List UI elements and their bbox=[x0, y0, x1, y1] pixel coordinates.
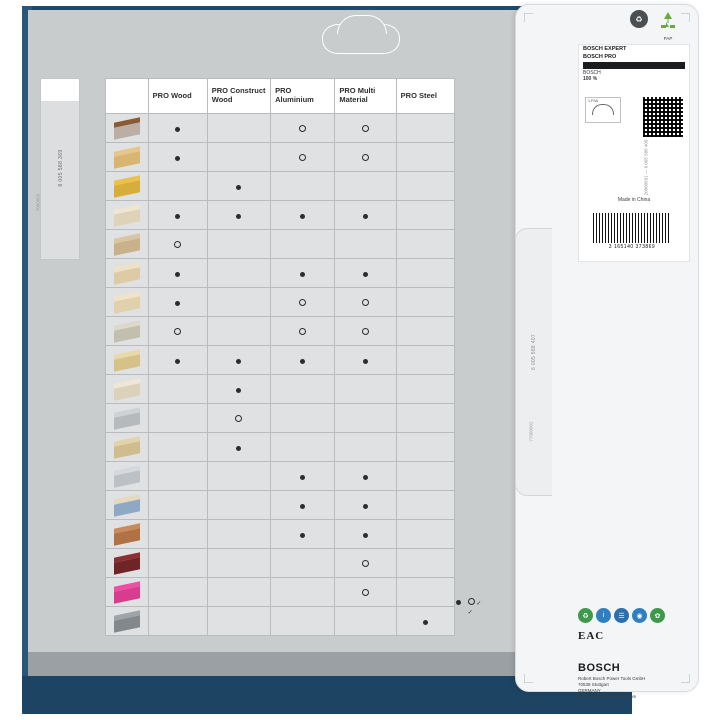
book-round-icon: ☰ bbox=[614, 608, 629, 623]
cell-chipboard-col2 bbox=[207, 259, 270, 288]
cell-veneered-board-col3 bbox=[271, 346, 335, 375]
cell-coated-panel-col1 bbox=[148, 317, 207, 346]
side-label-strip bbox=[40, 78, 80, 260]
cell-plywood-col5 bbox=[396, 288, 454, 317]
table-header-pro-steel: PRO Steel bbox=[396, 79, 454, 114]
table-header-row bbox=[106, 79, 455, 114]
cell-steel-sheet-col3 bbox=[271, 607, 335, 636]
table-header-pro-aluminium: PRO Aluminium bbox=[271, 79, 335, 114]
cell-solid-surface-col2 bbox=[207, 549, 270, 578]
cell-copper-sheet-col4 bbox=[335, 520, 396, 549]
qr-code bbox=[643, 97, 683, 137]
cell-copper-sheet-col2 bbox=[207, 520, 270, 549]
side-label-white-area bbox=[41, 79, 79, 101]
company-country: GERMANY bbox=[578, 688, 601, 693]
cell-copper-sheet-col1 bbox=[148, 520, 207, 549]
cell-laminate-floor-col2 bbox=[207, 230, 270, 259]
table-row bbox=[106, 520, 455, 549]
product-label-card bbox=[578, 44, 690, 262]
eac-mark: EAC bbox=[578, 630, 605, 642]
pap-label: PAP bbox=[663, 36, 673, 41]
cell-plywood-col1 bbox=[148, 288, 207, 317]
table-row bbox=[106, 375, 455, 404]
table-body bbox=[106, 114, 455, 636]
cell-mdf-board-col2 bbox=[207, 201, 270, 230]
table-header-pro-construct-wood: PRO Construct Wood bbox=[207, 79, 270, 114]
cell-acrylic-sheet-col1 bbox=[148, 578, 207, 607]
cell-pallet-wood-col5 bbox=[396, 433, 454, 462]
cell-osb-board-col1 bbox=[148, 172, 207, 201]
cell-composite-panel-col1 bbox=[148, 491, 207, 520]
table-row bbox=[106, 491, 455, 520]
certification-icon-row bbox=[578, 608, 665, 623]
cell-coated-panel-col3 bbox=[271, 317, 335, 346]
material-icon-osb-board bbox=[106, 172, 149, 201]
table-header-pro-wood: PRO Wood bbox=[148, 79, 207, 114]
cell-plywood-col4 bbox=[335, 288, 396, 317]
cell-solid-surface-col1 bbox=[148, 549, 207, 578]
cell-osb-board-col4 bbox=[335, 172, 396, 201]
cell-osb-board-col5 bbox=[396, 172, 454, 201]
cell-steel-sheet-col4 bbox=[335, 607, 396, 636]
cell-mdf-board-col1 bbox=[148, 201, 207, 230]
table-row bbox=[106, 346, 455, 375]
material-icon-solid-surface bbox=[106, 549, 149, 578]
energy-gauge-arc bbox=[592, 104, 614, 115]
cell-mdf-board-col5 bbox=[396, 201, 454, 230]
cell-aluminium-profile-col3 bbox=[271, 462, 335, 491]
cell-hardwood-col4 bbox=[335, 114, 396, 143]
cell-timber-planks-col1 bbox=[148, 375, 207, 404]
company-name: Robert Bosch Power Tools GmbH bbox=[578, 676, 646, 681]
corner-mark-bottom-left bbox=[524, 674, 533, 683]
cell-pallet-wood-col1 bbox=[148, 433, 207, 462]
cell-nailed-wood-col2 bbox=[207, 404, 270, 433]
material-icon-mdf-board bbox=[106, 201, 149, 230]
cell-acrylic-sheet-col5 bbox=[396, 578, 454, 607]
cell-timber-planks-col4 bbox=[335, 375, 396, 404]
corner-mark-top-right bbox=[681, 13, 690, 22]
energy-gauge-box bbox=[585, 97, 621, 123]
cell-chipboard-col5 bbox=[396, 259, 454, 288]
cell-timber-planks-col5 bbox=[396, 375, 454, 404]
cell-nailed-wood-col5 bbox=[396, 404, 454, 433]
cell-acrylic-sheet-col2 bbox=[207, 578, 270, 607]
cell-pallet-wood-col2 bbox=[207, 433, 270, 462]
card-vertical-code: 7000059 bbox=[35, 193, 41, 212]
cell-chipboard-col1 bbox=[148, 259, 207, 288]
cell-solid-surface-col5 bbox=[396, 549, 454, 578]
material-icon-plywood bbox=[106, 288, 149, 317]
cell-laminate-floor-col5 bbox=[396, 230, 454, 259]
material-icon-aluminium-profile bbox=[106, 462, 149, 491]
cell-pallet-wood-col4 bbox=[335, 433, 396, 462]
cell-hardwood-col5 bbox=[396, 114, 454, 143]
green-dot-icon bbox=[658, 10, 678, 41]
cell-mdf-board-col4 bbox=[335, 201, 396, 230]
recycle-round-icon: ♻ bbox=[578, 608, 593, 623]
cell-plywood-col2 bbox=[207, 288, 270, 317]
cell-softwood-col1 bbox=[148, 143, 207, 172]
energy-gauge-title: 1 FSA bbox=[588, 99, 598, 103]
cell-plywood-col3 bbox=[271, 288, 335, 317]
material-icon-timber-planks bbox=[106, 375, 149, 404]
table-row bbox=[106, 404, 455, 433]
cell-steel-sheet-col5 bbox=[396, 607, 454, 636]
material-icon-composite-panel bbox=[106, 491, 149, 520]
barcode bbox=[593, 213, 669, 243]
table-row bbox=[106, 201, 455, 230]
cell-softwood-col2 bbox=[207, 143, 270, 172]
cell-laminate-floor-col4 bbox=[335, 230, 396, 259]
corner-mark-bottom-right bbox=[681, 674, 690, 683]
cell-aluminium-profile-col5 bbox=[396, 462, 454, 491]
material-icon-nailed-wood bbox=[106, 404, 149, 433]
cell-hardwood-col2 bbox=[207, 114, 270, 143]
material-icon-chipboard bbox=[106, 259, 149, 288]
table-row bbox=[106, 114, 455, 143]
cell-veneered-board-col2 bbox=[207, 346, 270, 375]
cell-timber-planks-col3 bbox=[271, 375, 335, 404]
cell-composite-panel-col4 bbox=[335, 491, 396, 520]
material-icon-copper-sheet bbox=[106, 520, 149, 549]
cell-steel-sheet-col1 bbox=[148, 607, 207, 636]
material-icon-softwood bbox=[106, 143, 149, 172]
cell-pallet-wood-col3 bbox=[271, 433, 335, 462]
cell-nailed-wood-col4 bbox=[335, 404, 396, 433]
sleeve-code-text-2: 77080002 bbox=[528, 421, 534, 442]
sleeve-code-text: 6 005 588 407 bbox=[531, 334, 537, 370]
material-icon-steel-sheet bbox=[106, 607, 149, 636]
cell-laminate-floor-col1 bbox=[148, 230, 207, 259]
table-header-material bbox=[106, 79, 149, 114]
cell-solid-surface-col4 bbox=[335, 549, 396, 578]
cell-coated-panel-col5 bbox=[396, 317, 454, 346]
cell-veneered-board-col5 bbox=[396, 346, 454, 375]
cell-laminate-floor-col3 bbox=[271, 230, 335, 259]
table-row bbox=[106, 143, 455, 172]
legend-item-suitable: ✓ bbox=[467, 610, 473, 616]
label-percent: 100 % bbox=[583, 76, 598, 82]
company-city: 70538 Stuttgart bbox=[578, 682, 609, 687]
material-icon-pallet-wood bbox=[106, 433, 149, 462]
cell-chipboard-col3 bbox=[271, 259, 335, 288]
corner-mark-top-left bbox=[524, 13, 533, 22]
bosch-logo: BOSCH bbox=[578, 662, 621, 674]
cell-softwood-col5 bbox=[396, 143, 454, 172]
label-brand-expert: BOSCH EXPERT bbox=[583, 46, 627, 52]
label-brand-pro: BOSCH PRO bbox=[583, 54, 617, 60]
cell-veneered-board-col4 bbox=[335, 346, 396, 375]
cell-solid-surface-col3 bbox=[271, 549, 335, 578]
cell-softwood-col3 bbox=[271, 143, 335, 172]
table-row bbox=[106, 259, 455, 288]
material-icon-hardwood bbox=[106, 114, 149, 143]
table-legend bbox=[456, 598, 481, 618]
cell-softwood-col4 bbox=[335, 143, 396, 172]
label-brand-bosch: BOSCH bbox=[583, 70, 601, 76]
material-icon-laminate-floor bbox=[106, 230, 149, 259]
cell-hardwood-col1 bbox=[148, 114, 207, 143]
cell-veneered-board-col1 bbox=[148, 346, 207, 375]
cell-nailed-wood-col3 bbox=[271, 404, 335, 433]
barcode-number: 3 165140 373869 bbox=[608, 244, 656, 250]
side-label-code: 8 005 588 369 bbox=[58, 149, 64, 187]
table-row bbox=[106, 578, 455, 607]
material-icon-acrylic-sheet bbox=[106, 578, 149, 607]
table-row bbox=[106, 288, 455, 317]
eye-round-icon: ◉ bbox=[632, 608, 647, 623]
cell-coated-panel-col2 bbox=[207, 317, 270, 346]
cell-osb-board-col2 bbox=[207, 172, 270, 201]
green-recycle-glyph bbox=[658, 10, 678, 30]
label-black-bar bbox=[583, 62, 685, 69]
cell-copper-sheet-col5 bbox=[396, 520, 454, 549]
cell-steel-sheet-col2 bbox=[207, 607, 270, 636]
table-row bbox=[106, 433, 455, 462]
legend-item-recommended: ✓ bbox=[456, 598, 481, 609]
cell-osb-board-col3 bbox=[271, 172, 335, 201]
label-vertical-code: 20000591 — 8 005 588 400 bbox=[643, 139, 649, 196]
company-address bbox=[578, 676, 645, 700]
table-header-pro-multi-material: PRO Multi Material bbox=[335, 79, 396, 114]
table-row bbox=[106, 172, 455, 201]
cell-mdf-board-col3 bbox=[271, 201, 335, 230]
cell-hardwood-col3 bbox=[271, 114, 335, 143]
cell-coated-panel-col4 bbox=[335, 317, 396, 346]
cell-copper-sheet-col3 bbox=[271, 520, 335, 549]
made-in-text: Made in China bbox=[617, 197, 651, 203]
cell-chipboard-col4 bbox=[335, 259, 396, 288]
recycling-mobius-icon: ♻ bbox=[630, 10, 650, 30]
cell-acrylic-sheet-col3 bbox=[271, 578, 335, 607]
sleeve-side-tab bbox=[515, 228, 552, 496]
cell-acrylic-sheet-col4 bbox=[335, 578, 396, 607]
cell-aluminium-profile-col2 bbox=[207, 462, 270, 491]
table-row bbox=[106, 607, 455, 636]
table-row bbox=[106, 462, 455, 491]
compatibility-table bbox=[105, 78, 455, 636]
cell-aluminium-profile-col1 bbox=[148, 462, 207, 491]
cell-composite-panel-col3 bbox=[271, 491, 335, 520]
cell-composite-panel-col2 bbox=[207, 491, 270, 520]
cell-timber-planks-col2 bbox=[207, 375, 270, 404]
cell-composite-panel-col5 bbox=[396, 491, 454, 520]
euro-hanger-hole bbox=[322, 24, 400, 54]
material-icon-coated-panel bbox=[106, 317, 149, 346]
table-row bbox=[106, 549, 455, 578]
company-website: www.bosch-professional.com bbox=[578, 694, 637, 699]
cell-aluminium-profile-col4 bbox=[335, 462, 396, 491]
material-icon-veneered-board bbox=[106, 346, 149, 375]
cell-nailed-wood-col1 bbox=[148, 404, 207, 433]
table-row bbox=[106, 317, 455, 346]
leaf-round-icon: ✿ bbox=[650, 608, 665, 623]
info-round-icon: i bbox=[596, 608, 611, 623]
table-row bbox=[106, 230, 455, 259]
